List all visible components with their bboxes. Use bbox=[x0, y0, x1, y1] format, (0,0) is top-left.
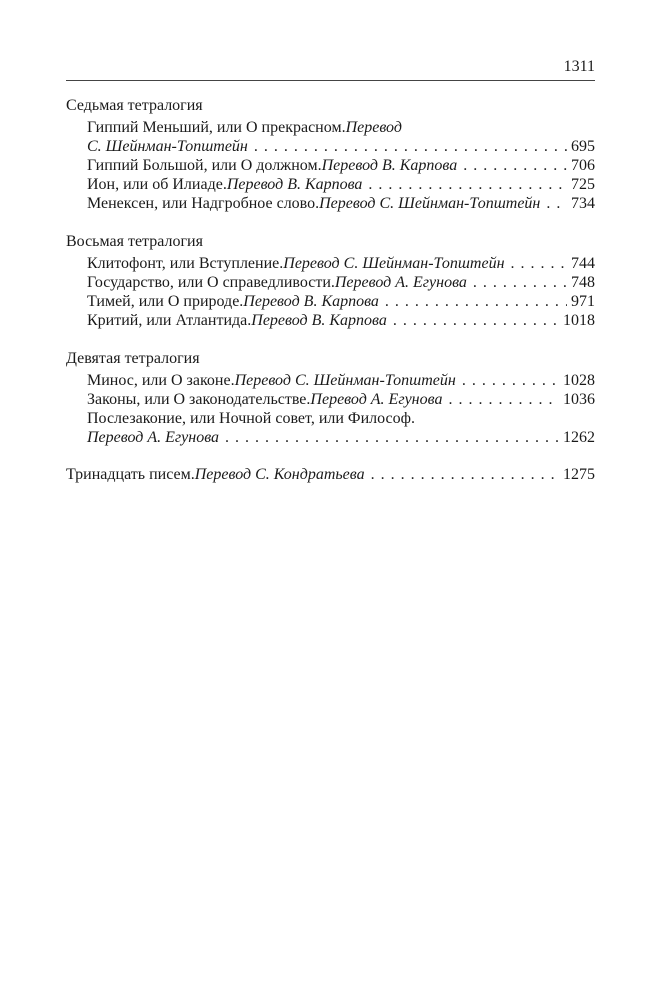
dot-leader bbox=[365, 466, 559, 484]
dot-leader bbox=[362, 175, 567, 194]
entry-translator: Перевод А. Егунова bbox=[334, 274, 467, 291]
section-title: Девятая тетралогия bbox=[66, 350, 200, 367]
entry-page-number: 748 bbox=[571, 274, 595, 291]
toc-entry-line bbox=[87, 175, 595, 194]
dot-leader bbox=[540, 194, 567, 213]
toc-entry-line bbox=[87, 390, 595, 409]
entry-translator: Перевод В. Карпова bbox=[251, 312, 387, 329]
toc-entry-line bbox=[87, 273, 595, 292]
entry-page-number: 1028 bbox=[563, 372, 595, 389]
section-title: Восьмая тетралогия bbox=[66, 233, 203, 250]
dot-leader bbox=[442, 390, 559, 409]
toc-entry-ion[interactable] bbox=[87, 175, 595, 194]
dot-leader bbox=[387, 311, 559, 330]
dot-leader bbox=[456, 371, 559, 390]
entry-title: Законы, или О законодательстве. bbox=[87, 391, 311, 408]
toc-entry-line bbox=[87, 428, 595, 447]
entry-title: Тринадцать писем. bbox=[66, 466, 195, 483]
entry-translator: Перевод А. Егунова bbox=[87, 429, 220, 446]
entry-translator: Перевод В. Карпова bbox=[226, 176, 363, 193]
header-rule bbox=[66, 80, 595, 81]
page-header bbox=[66, 57, 595, 79]
page-number: 1311 bbox=[563, 58, 595, 75]
toc-entry-line bbox=[87, 194, 595, 213]
toc-entry-menexenus[interactable] bbox=[87, 194, 595, 213]
entry-translator: Перевод А. Егунова bbox=[310, 391, 443, 408]
dot-leader bbox=[248, 137, 567, 156]
toc-section-eighth-tetralogy bbox=[66, 232, 595, 330]
entry-page-number: 971 bbox=[571, 293, 595, 310]
toc-entry-line bbox=[87, 311, 595, 330]
toc-entry-hippias-major[interactable] bbox=[87, 156, 595, 175]
dot-leader bbox=[467, 273, 567, 292]
entry-translator: Перевод С. Кондратьева bbox=[194, 466, 365, 483]
toc-entry-minos[interactable] bbox=[87, 371, 595, 390]
entry-title: Клитофонт, или Вступление. bbox=[87, 255, 284, 272]
entry-translator: Перевод В. Карпова bbox=[243, 293, 379, 310]
entry-title: Ион, или об Илиаде. bbox=[87, 176, 227, 193]
table-of-contents bbox=[66, 96, 595, 505]
toc-entry-line bbox=[87, 156, 595, 175]
toc-entry-critias[interactable] bbox=[87, 311, 595, 330]
entry-page-number: 744 bbox=[571, 255, 595, 272]
entry-page-number: 734 bbox=[571, 195, 595, 212]
entry-translator: Перевод С. Шейнман-Топштейн bbox=[319, 195, 541, 212]
entry-page-number: 1036 bbox=[563, 391, 595, 408]
toc-entry-line bbox=[87, 292, 595, 311]
dot-leader bbox=[379, 292, 567, 311]
toc-entry-laws[interactable] bbox=[87, 390, 595, 409]
entry-translator: Перевод bbox=[345, 119, 402, 136]
toc-section-ninth-tetralogy bbox=[66, 349, 595, 447]
entry-title: Критий, или Атлантида. bbox=[87, 312, 252, 329]
toc-entry-line bbox=[66, 466, 595, 486]
toc-entry-epinomis[interactable] bbox=[87, 409, 595, 447]
entry-title: Минос, или О законе. bbox=[87, 372, 235, 389]
entry-title: Менексен, или Надгробное слово. bbox=[87, 195, 320, 212]
entry-translator: Перевод В. Карпова bbox=[321, 157, 458, 174]
toc-entry-line bbox=[87, 409, 595, 428]
dot-leader bbox=[505, 254, 567, 273]
toc-entry-line bbox=[87, 254, 595, 273]
toc-entry-timaeus[interactable] bbox=[87, 292, 595, 311]
entry-title: Государство, или О справедливости. bbox=[87, 274, 335, 291]
entry-title: Послезаконие, или Ночной совет, или Философ. bbox=[87, 410, 415, 427]
toc-section-seventh-tetralogy bbox=[66, 96, 595, 213]
dot-leader bbox=[457, 156, 567, 175]
entry-translator: Перевод С. Шейнман-Топштейн bbox=[283, 255, 505, 272]
entry-title: Тимей, или О природе. bbox=[87, 293, 244, 310]
toc-entry-line bbox=[87, 118, 595, 137]
toc-entry-hippias-minor[interactable] bbox=[87, 118, 595, 156]
entry-page-number: 1018 bbox=[563, 312, 595, 329]
section-title: Седьмая тетралогия bbox=[66, 97, 203, 114]
toc-entry-thirteen-letters[interactable] bbox=[66, 466, 595, 486]
entry-page-number: 706 bbox=[571, 157, 595, 174]
entry-page-number: 1275 bbox=[563, 466, 595, 483]
entry-page-number: 695 bbox=[571, 138, 595, 155]
toc-entry-line bbox=[87, 371, 595, 390]
entry-page-number: 1262 bbox=[563, 429, 595, 446]
entry-title: Гиппий Большой, или О должном. bbox=[87, 157, 322, 174]
entry-translator: Перевод С. Шейнман-Топштейн bbox=[234, 372, 456, 389]
entry-page-number: 725 bbox=[571, 176, 595, 193]
toc-entry-clitophon[interactable] bbox=[87, 254, 595, 273]
entry-translator: С. Шейнман-Топштейн bbox=[87, 138, 248, 155]
toc-entry-line bbox=[87, 137, 595, 156]
toc-entry-republic[interactable] bbox=[87, 273, 595, 292]
dot-leader bbox=[219, 428, 559, 447]
entry-title: Гиппий Меньший, или О прекрасном. bbox=[87, 119, 346, 136]
